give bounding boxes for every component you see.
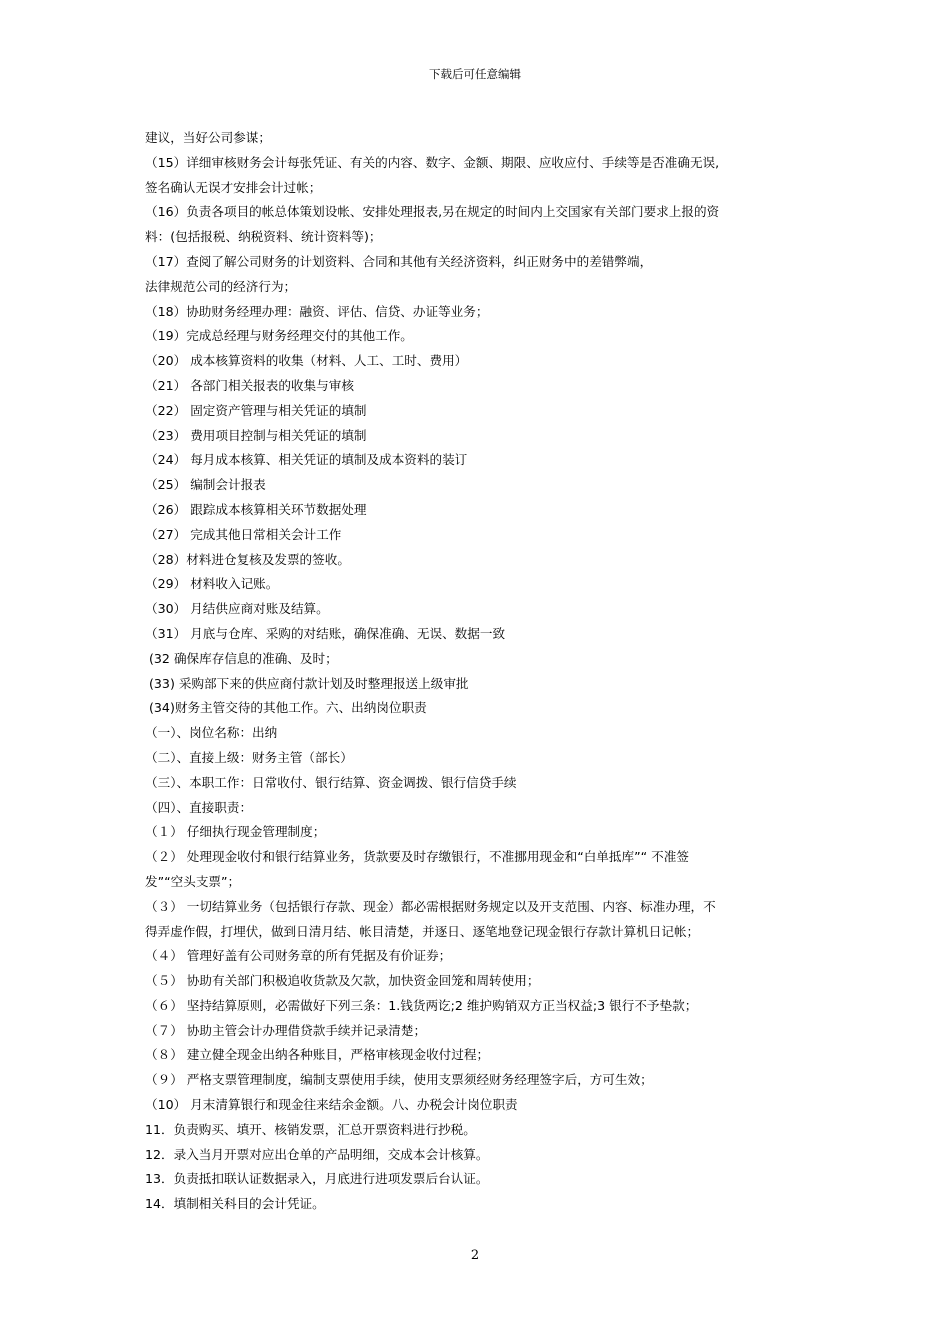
- text-line: （一）、岗位名称：出纳: [145, 725, 278, 741]
- text-line: （１） 仔细执行现金管理制度；: [145, 824, 326, 840]
- text-line: （29） 材料收入记账。: [145, 576, 279, 592]
- text-line: 料：(包括报税、纳税资料、统计资料等)；: [145, 229, 382, 245]
- text-line: 得弄虚作假，打埋伏，做到日清月结、帐目清楚，并逐日、逐笔地登记现金银行存款计算机日记帐；: [145, 923, 700, 939]
- text-line: （19）完成总经理与财务经理交付的其他工作。: [145, 328, 413, 344]
- page-header: 下载后可任意编辑: [429, 67, 521, 81]
- page-number: 2: [470, 1248, 480, 1263]
- text-line: （27） 完成其他日常相关会计工作: [145, 526, 342, 542]
- text-line: （24） 每月成本核算、相关凭证的填制及成本资料的装订: [145, 452, 468, 468]
- text-line: 法律规范公司的经济行为；: [145, 278, 297, 294]
- text-line: （21） 各部门相关报表的收集与审核: [145, 377, 354, 393]
- text-line: 建议，当好公司参谋；: [145, 130, 271, 145]
- text-line: 12．录入当月开票对应出仓单的产品明细，交成本会计核算。: [145, 1146, 489, 1162]
- text-line: （15）详细审核财务会计每张凭证、有关的内容、数字、金额、期限、应收应付、手续等是否准确无误,: [145, 154, 720, 170]
- text-line: （４） 管理好盖有公司财务章的所有凭据及有价证券；: [145, 948, 452, 964]
- text-line: （６） 坚持结算原则，必需做好下列三条：1.钱货两讫;2 维护购销双方正当权益;3 银行不予垫款；: [145, 997, 698, 1013]
- text-line: （18）协助财务经理办理：融资、评估、信贷、办证等业务；: [145, 303, 489, 319]
- text-line: 14．填制相关科目的会计凭证。: [145, 1196, 325, 1212]
- document-body: [145, 126, 810, 1217]
- text-line: （５） 协助有关部门积极追收货款及欠款，加快资金回笼和周转使用；: [145, 973, 540, 989]
- text-line: （10） 月末清算银行和现金往来结余金额。八、办税会计岗位职责: [145, 1097, 518, 1113]
- text-line: （四）、直接职责：: [145, 799, 253, 815]
- text-line: (33) 采购部下来的供应商付款计划及时整理报送上级审批: [145, 675, 469, 691]
- text-line: （25） 编制会计报表: [145, 477, 266, 493]
- text-line: (34)财务主管交待的其他工作。六、出纳岗位职责: [145, 700, 427, 716]
- text-line: （28）材料进仓复核及发票的签收。: [145, 551, 350, 567]
- text-line: （二）、直接上级：财务主管（部长）: [145, 749, 353, 765]
- text-line: 发”“空头支票”；: [145, 873, 241, 889]
- text-line: （３） 一切结算业务（包括银行存款、现金）都必需根据财务规定以及开支范围、内容、标准办理，不: [145, 898, 716, 914]
- text-line: 签名确认无误才安排会计过帐；: [145, 179, 322, 195]
- text-line: （８） 建立健全现金出纳各种账目，严格审核现金收付过程；: [145, 1047, 490, 1063]
- text-line: （三）、本职工作：日常收付、银行结算、资金调拨、银行信贷手续: [145, 774, 517, 790]
- text-line: （７） 协助主管会计办理借贷款手续并记录清楚；: [145, 1022, 427, 1038]
- text-line: （２） 处理现金收付和银行结算业务，货款要及时存缴银行，不准挪用现金和“白单抵库”“ 不准签: [145, 849, 689, 865]
- text-line: （30） 月结供应商对账及结算。: [145, 601, 329, 617]
- text-line: 11．负责购买、填开、核销发票，汇总开票资料进行抄税。: [145, 1121, 476, 1137]
- text-line: （31） 月底与仓库、采购的对结账，确保准确、无误、数据一致: [145, 625, 506, 641]
- text-line: （26） 跟踪成本核算相关环节数据处理: [145, 501, 367, 517]
- text-line: 13．负责抵扣联认证数据录入，月底进行进项发票后台认证。: [145, 1171, 489, 1187]
- text-line: （16）负责各项目的帐总体策划设帐、安排处理报表,另在规定的时间内上交国家有关部门要求上报的资: [145, 204, 720, 220]
- text-line: （22） 固定资产管理与相关凭证的填制: [145, 402, 367, 418]
- text-line: （17）查阅了解公司财务的计划资料、合同和其他有关经济资料，纠正财务中的差错弊端，: [145, 253, 653, 269]
- text-line: （20） 成本核算资料的收集（材料、人工、工时、费用）: [145, 353, 468, 369]
- text-line: （９） 严格支票管理制度，编制支票使用手续，使用支票须经财务经理签字后，方可生效；: [145, 1072, 653, 1088]
- text-line: (32 确保库存信息的准确、及时；: [145, 650, 338, 666]
- text-line: （23） 费用项目控制与相关凭证的填制: [145, 427, 367, 443]
